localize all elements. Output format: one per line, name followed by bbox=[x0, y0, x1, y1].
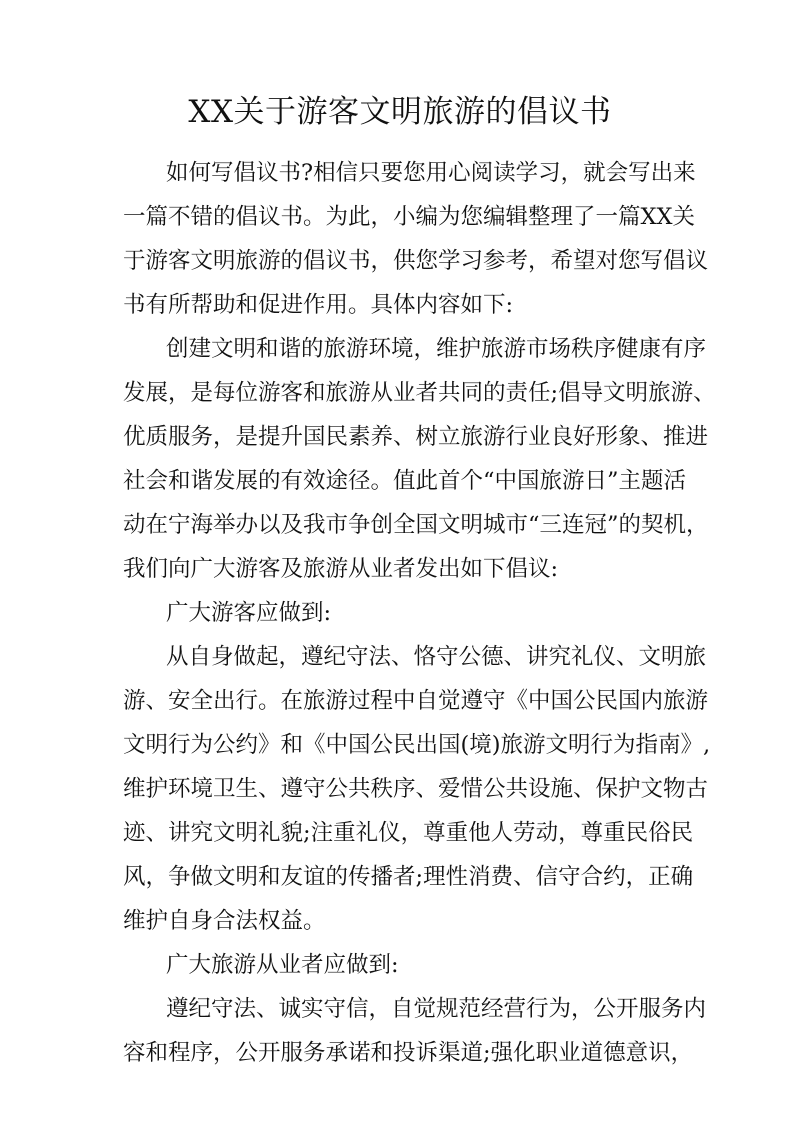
paragraph-line: 于游客文明旅游的倡议书，供您学习参考，希望对您写倡议 bbox=[123, 248, 709, 274]
paragraph-line: 容和程序，公开服务承诺和投诉渠道;强化职业道德意识， bbox=[123, 1040, 694, 1066]
paragraph-line: 如何写倡议书?相信只要您用心阅读学习，就会写出来 bbox=[166, 160, 696, 186]
document-title: XX关于游客文明旅游的倡议书 bbox=[188, 94, 612, 130]
paragraph-line: 文明行为公约》和《中国公民出国(境)旅游文明行为指南》, bbox=[123, 732, 711, 758]
paragraph-line: 迹、讲究文明礼貌;注重礼仪，尊重他人劳动，尊重民俗民 bbox=[123, 820, 694, 846]
section-heading: 广大游客应做到: bbox=[166, 600, 332, 626]
paragraph-line: 社会和谐发展的有效途径。值此首个“中国旅游日”主题活 bbox=[123, 468, 687, 494]
paragraph-line: 从自身做起，遵纪守法、恪守公德、讲究礼仪、文明旅 bbox=[166, 644, 707, 670]
paragraph-line: 维护自身合法权益。 bbox=[123, 908, 326, 934]
paragraph-line: 优质服务，是提升国民素养、树立旅游行业良好形象、推进 bbox=[123, 424, 709, 450]
paragraph-line: 维护环境卫生、遵守公共秩序、爱惜公共设施、保护文物古 bbox=[123, 776, 709, 802]
section-heading: 广大旅游从业者应做到: bbox=[166, 952, 399, 978]
paragraph-line: 风，争做文明和友谊的传播者;理性消费、信守合约，正确 bbox=[123, 864, 694, 890]
paragraph-line: 遵纪守法、诚实守信，自觉规范经营行为，公开服务内 bbox=[166, 996, 707, 1022]
paragraph-line: 发展，是每位游客和旅游从业者共同的责任;倡导文明旅游、 bbox=[123, 380, 716, 406]
paragraph-line: 书有所帮助和促进作用。具体内容如下: bbox=[123, 292, 514, 318]
paragraph-line: 我们向广大游客及旅游从业者发出如下倡议: bbox=[123, 556, 559, 582]
paragraph-line: 游、安全出行。在旅游过程中自觉遵守《中国公民国内旅游 bbox=[123, 688, 709, 714]
paragraph-line: 一篇不错的倡议书。为此，小编为您编辑整理了一篇XX关 bbox=[123, 204, 696, 230]
paragraph-line: 动在宁海举办以及我市争创全国文明城市“三连冠”的契机， bbox=[123, 512, 709, 538]
paragraph-line: 创建文明和谐的旅游环境，维护旅游市场秩序健康有序 bbox=[166, 336, 707, 362]
